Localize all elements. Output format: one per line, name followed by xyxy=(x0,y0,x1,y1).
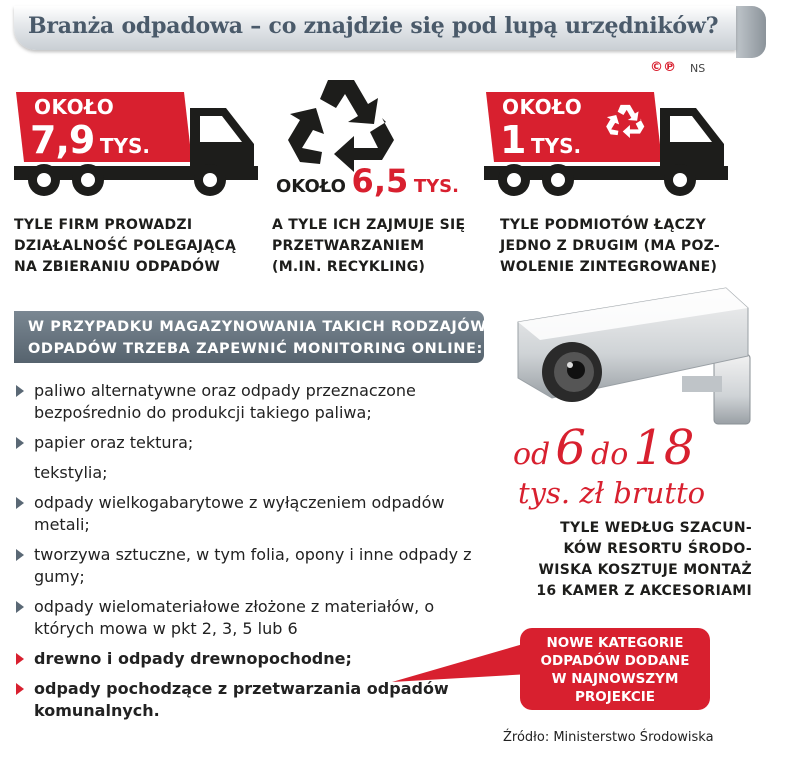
stat-2-caption xyxy=(272,215,465,278)
list-item-text: odpady pochodzące z przetwarzania odpadów komunalnych. xyxy=(34,679,449,720)
cost-range xyxy=(513,420,694,476)
cctv-camera-icon xyxy=(512,282,774,430)
list-item-text: paliwo alternatywne oraz odpady przeznaczone bezpośrednio do produkcji takiego paliwa; xyxy=(34,381,416,422)
callout-text xyxy=(520,634,710,706)
triangle-bullet-icon xyxy=(16,683,24,695)
callout-line: PROJEKCIE xyxy=(574,689,656,705)
caption-line: (M.IN. RECYKLING) xyxy=(272,259,426,275)
triangle-bullet-icon xyxy=(16,385,24,397)
title-banner-ear xyxy=(736,6,766,58)
list-item-text: tworzywa sztuczne, w tym folia, opony i inne odpady z gumy; xyxy=(34,545,472,586)
list-item xyxy=(16,432,496,454)
callout-line: W NAJNOWSZYM xyxy=(551,671,679,687)
caption-line: NA ZBIERANIU ODPADÓW xyxy=(14,259,221,275)
list-item xyxy=(16,492,496,536)
stat-2-value: 6,5 xyxy=(351,162,409,200)
list-item-text: papier oraz tektura; xyxy=(34,433,194,452)
callout-pointer xyxy=(390,628,530,698)
stat-3-caption xyxy=(500,215,720,278)
cost-do: do xyxy=(591,437,629,472)
list-item-text: drewno i odpady drewnopochodne; xyxy=(34,649,352,668)
source-note: Źródło: Ministerstwo Środowiska xyxy=(503,730,714,745)
stat-1-caption xyxy=(14,215,236,278)
triangle-bullet-icon xyxy=(16,497,24,509)
section-heading-line: ODPADÓW TRZEBA ZAPEWNIĆ MONITORING ONLINE: xyxy=(28,341,483,357)
page-title: Branża odpadowa – co znajdzie się pod lupą urzędników? xyxy=(28,13,719,39)
list-item xyxy=(16,544,496,588)
cost-unit: tys. zł brutto xyxy=(518,476,706,510)
caption-line: PRZETWARZANIEM xyxy=(272,238,425,254)
cost-to: 18 xyxy=(633,420,695,476)
stat-2-okolo: OKOŁO xyxy=(276,176,346,197)
section-heading xyxy=(28,316,487,360)
section-heading-line: W PRZYPADKU MAGAZYNOWANIA TAKICH RODZAJÓW xyxy=(28,319,487,335)
caption-line: A TYLE ICH ZAJMUJE SIĘ xyxy=(272,217,466,233)
caption-line: TYLE PODMIOTÓW ŁĄCZY xyxy=(500,217,707,233)
cost-caption xyxy=(512,518,752,602)
stat-3-value-group xyxy=(500,118,581,162)
stat-3-okolo: OKOŁO xyxy=(502,95,583,119)
stat-1-unit: TYS. xyxy=(99,134,151,158)
caption-line: WISKA KOSZTUJE MONTAŻ xyxy=(538,562,752,578)
stat-1-value-group xyxy=(30,118,150,162)
list-item-text: odpady wielomateriałowe złożone z materiałów, o których mowa w pkt 2, 3, 5 lub 6 xyxy=(34,597,435,638)
triangle-bullet-icon xyxy=(16,653,24,665)
stat-1-value: 7,9 xyxy=(30,118,95,162)
callout-line: ODPADÓW DODANE xyxy=(540,653,690,669)
list-item xyxy=(16,462,496,484)
cost-from: 6 xyxy=(555,420,586,476)
stat-2-unit: TYS. xyxy=(413,176,459,197)
caption-line: WOLENIE ZINTEGROWANE) xyxy=(500,259,718,275)
list-item-text: tekstylia; xyxy=(34,463,108,482)
stat-3-unit: TYS. xyxy=(531,134,582,158)
triangle-bullet-icon xyxy=(16,601,24,613)
triangle-bullet-icon xyxy=(16,437,24,449)
caption-line: KÓW RESORTU ŚRODO- xyxy=(563,541,752,557)
caption-line: TYLE WEDŁUG SZACUN- xyxy=(560,520,752,536)
stat-1-okolo: OKOŁO xyxy=(34,95,115,119)
caption-line: JEDNO Z DRUGIM (MA POZ- xyxy=(500,238,721,254)
caption-line: 16 KAMER Z AKCESORIAMI xyxy=(536,583,752,599)
copyright-mark: ©℗ xyxy=(650,60,676,75)
list-item-text: odpady wielkogabarytowe z wyłączeniem odpadów metali; xyxy=(34,493,445,534)
copyright-tag: NS xyxy=(690,62,706,75)
caption-line: TYLE FIRM PROWADZI xyxy=(14,217,193,233)
list-item xyxy=(16,380,496,424)
triangle-bullet-icon xyxy=(16,549,24,561)
callout-line: NOWE KATEGORIE xyxy=(546,635,684,651)
stat-2-value-group xyxy=(276,162,459,200)
stat-3-value: 1 xyxy=(500,118,526,162)
caption-line: DZIAŁALNOŚĆ POLEGAJĄCĄ xyxy=(14,238,237,254)
cost-od: od xyxy=(513,437,551,472)
